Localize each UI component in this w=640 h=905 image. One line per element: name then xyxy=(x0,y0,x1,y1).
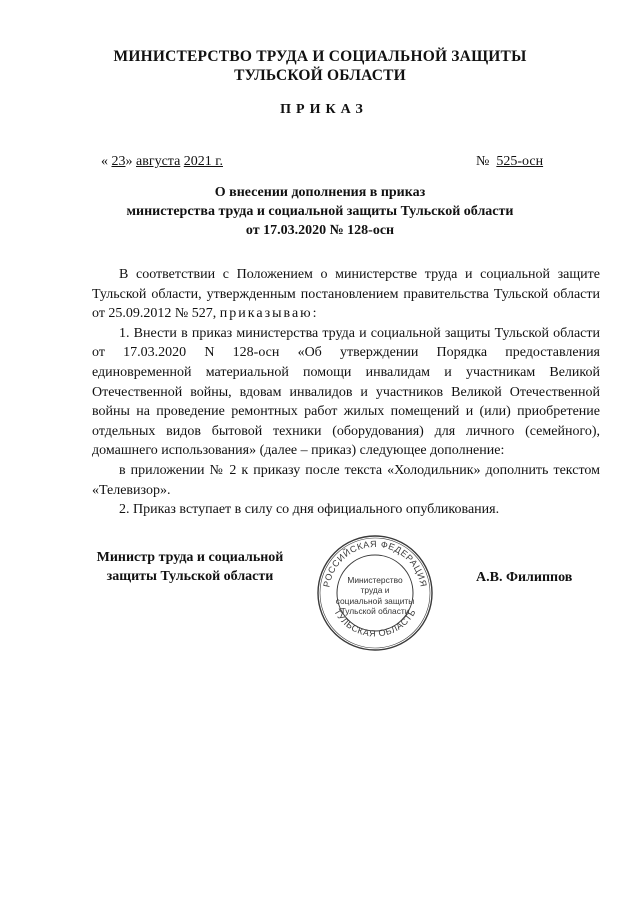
orders-word: приказываю: xyxy=(219,306,319,322)
appendix-amendment-paragraph: в приложении № 2 к приказу после текста «Холодильник» дополнить текстом «Телевизор». xyxy=(92,462,600,498)
signatory-name: А.В. Филиппов xyxy=(476,570,573,585)
seal-top-arc-text: РОССИЙСКАЯ ФЕДЕРАЦИЯ xyxy=(321,538,429,589)
seal-center-line3: социальной защиты xyxy=(335,595,415,606)
ministry-name-line1: МИНИСТЕРСТВО ТРУДА И СОЦИАЛЬНОЙ ЗАЩИТЫ xyxy=(113,48,527,65)
item-1-paragraph: 1. Внести в приказ министерства труда и социальной защиты Тульской области от 17.03.2020 N 128-осн «Об утверждении Порядка предоставления единовременной материальной помощи инвалидам и участникам Великой Отечественной войны, вдовам инвалидов и участников Великой Отечественной войны на проведение ремонтных работ жилых помещений и (или) приобретение отдельных видов бытовой техники (оборудования) для личного (семейного), домашнего использования» (далее – приказ) следующее дополнение: xyxy=(92,325,600,459)
subject-line3: от 17.03.2020 № 128-осн xyxy=(245,223,395,238)
subject-line1: О внесении дополнения в приказ xyxy=(214,185,426,200)
ministry-name-line2: ТУЛЬСКОЙ ОБЛАСТИ xyxy=(234,67,406,84)
seal-center-text xyxy=(332,575,418,616)
document-type-title: ПРИКАЗ xyxy=(280,102,368,117)
seal-center-line2: труда и xyxy=(360,585,390,596)
number-value: 525-осн xyxy=(496,154,544,169)
subject-line2: министерства труда и социальной защиты Тульской области xyxy=(126,204,514,219)
signatory-position-line1: Министр труда и социальной xyxy=(96,550,284,565)
number-sign: № xyxy=(476,154,490,169)
signatory-position xyxy=(80,548,300,586)
seal-bottom-arc-text: ТУЛЬСКАЯ ОБЛАСТЬ xyxy=(332,607,418,639)
order-body xyxy=(92,265,600,520)
preamble-text: В соответствии с Положением о министерстве труда и социальной защите Тульской области, утвержденным постановлением правительства Тульской области от 25.09.2012 № 527, xyxy=(92,267,600,322)
signatory-position-line2: защиты Тульской области xyxy=(106,569,274,584)
date-day: 23 xyxy=(111,154,126,169)
date-month: августа xyxy=(136,154,181,169)
seal-center-line1: Министерство xyxy=(347,575,403,585)
date-year: 2021 г. xyxy=(183,154,223,169)
item-2-paragraph: 2. Приказ вступает в силу со дня официального опубликования. xyxy=(119,502,500,518)
date-open-quote: « xyxy=(101,154,108,169)
date-close-quote: » xyxy=(125,154,133,169)
seal-center-line4: Тульской области xyxy=(340,605,410,616)
order-number xyxy=(476,154,543,170)
order-date xyxy=(101,154,223,170)
preamble-paragraph xyxy=(92,265,600,324)
